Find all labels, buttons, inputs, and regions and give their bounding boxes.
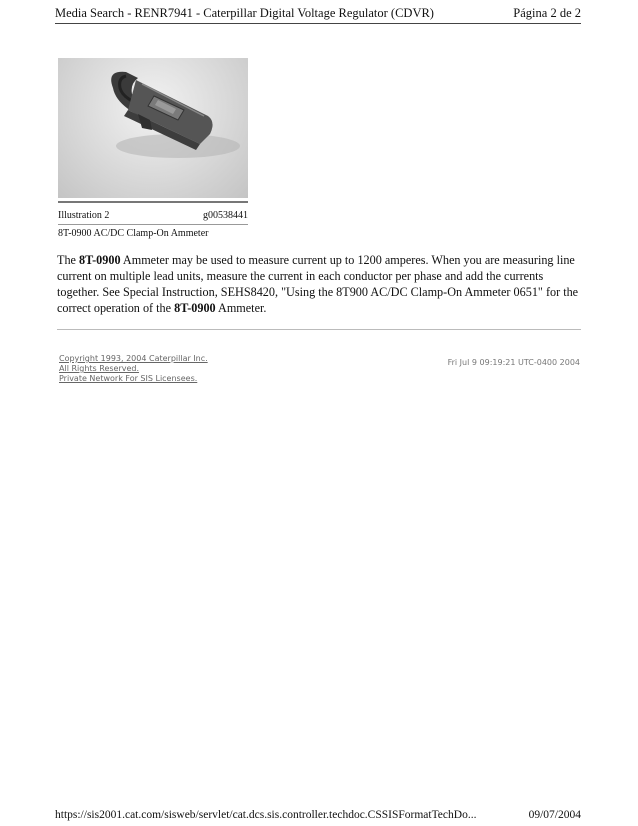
timestamp: Fri Jul 9 09:19:21 UTC-0400 2004 [447, 358, 580, 367]
body-paragraph [57, 252, 585, 316]
footer-date: 09/07/2004 [528, 809, 581, 821]
illustration-label: Illustration 2 [58, 210, 110, 221]
illustration-caption: 8T-0900 AC/DC Clamp-On Ammeter [58, 228, 209, 239]
section-divider [57, 329, 581, 330]
page-number: Página 2 de 2 [513, 6, 581, 20]
part-number: 8T-0900 [79, 253, 121, 267]
network-link[interactable]: Private Network For SIS Licensees. [59, 374, 198, 383]
caption-mid-rule [58, 224, 248, 225]
copyright-link[interactable]: Copyright 1993, 2004 Caterpillar Inc. [59, 354, 208, 363]
footer-url: https://sis2001.cat.com/sisweb/servlet/cat.dcs.sis.controller.techdoc.CSSISFormatTechDo... [55, 809, 477, 821]
rights-link[interactable]: All Rights Reserved. [59, 364, 140, 373]
body-text-1: The [57, 253, 79, 267]
legal-links [59, 354, 208, 384]
body-text-3: Ammeter. [215, 301, 267, 315]
illustration-code: g00538441 [203, 210, 248, 221]
header-rule [55, 23, 581, 24]
ammeter-photo [58, 58, 248, 198]
part-number: 8T-0900 [174, 301, 216, 315]
document-title: Media Search - RENR7941 - Caterpillar Digital Voltage Regulator (CDVR) [55, 6, 434, 20]
caption-top-rule [58, 201, 248, 203]
clamp-ammeter-image [58, 58, 248, 198]
body-text-2: Ammeter may be used to measure current up to 1200 amperes. When you are measuring line current on multiple lead units, measure the current in each conductor per phase and add the currents together. See Special Instruction, SEHS8420, "Using the 8T900 AC/DC Clamp-On Ammeter 0651" for the correct operation of the [57, 253, 579, 315]
